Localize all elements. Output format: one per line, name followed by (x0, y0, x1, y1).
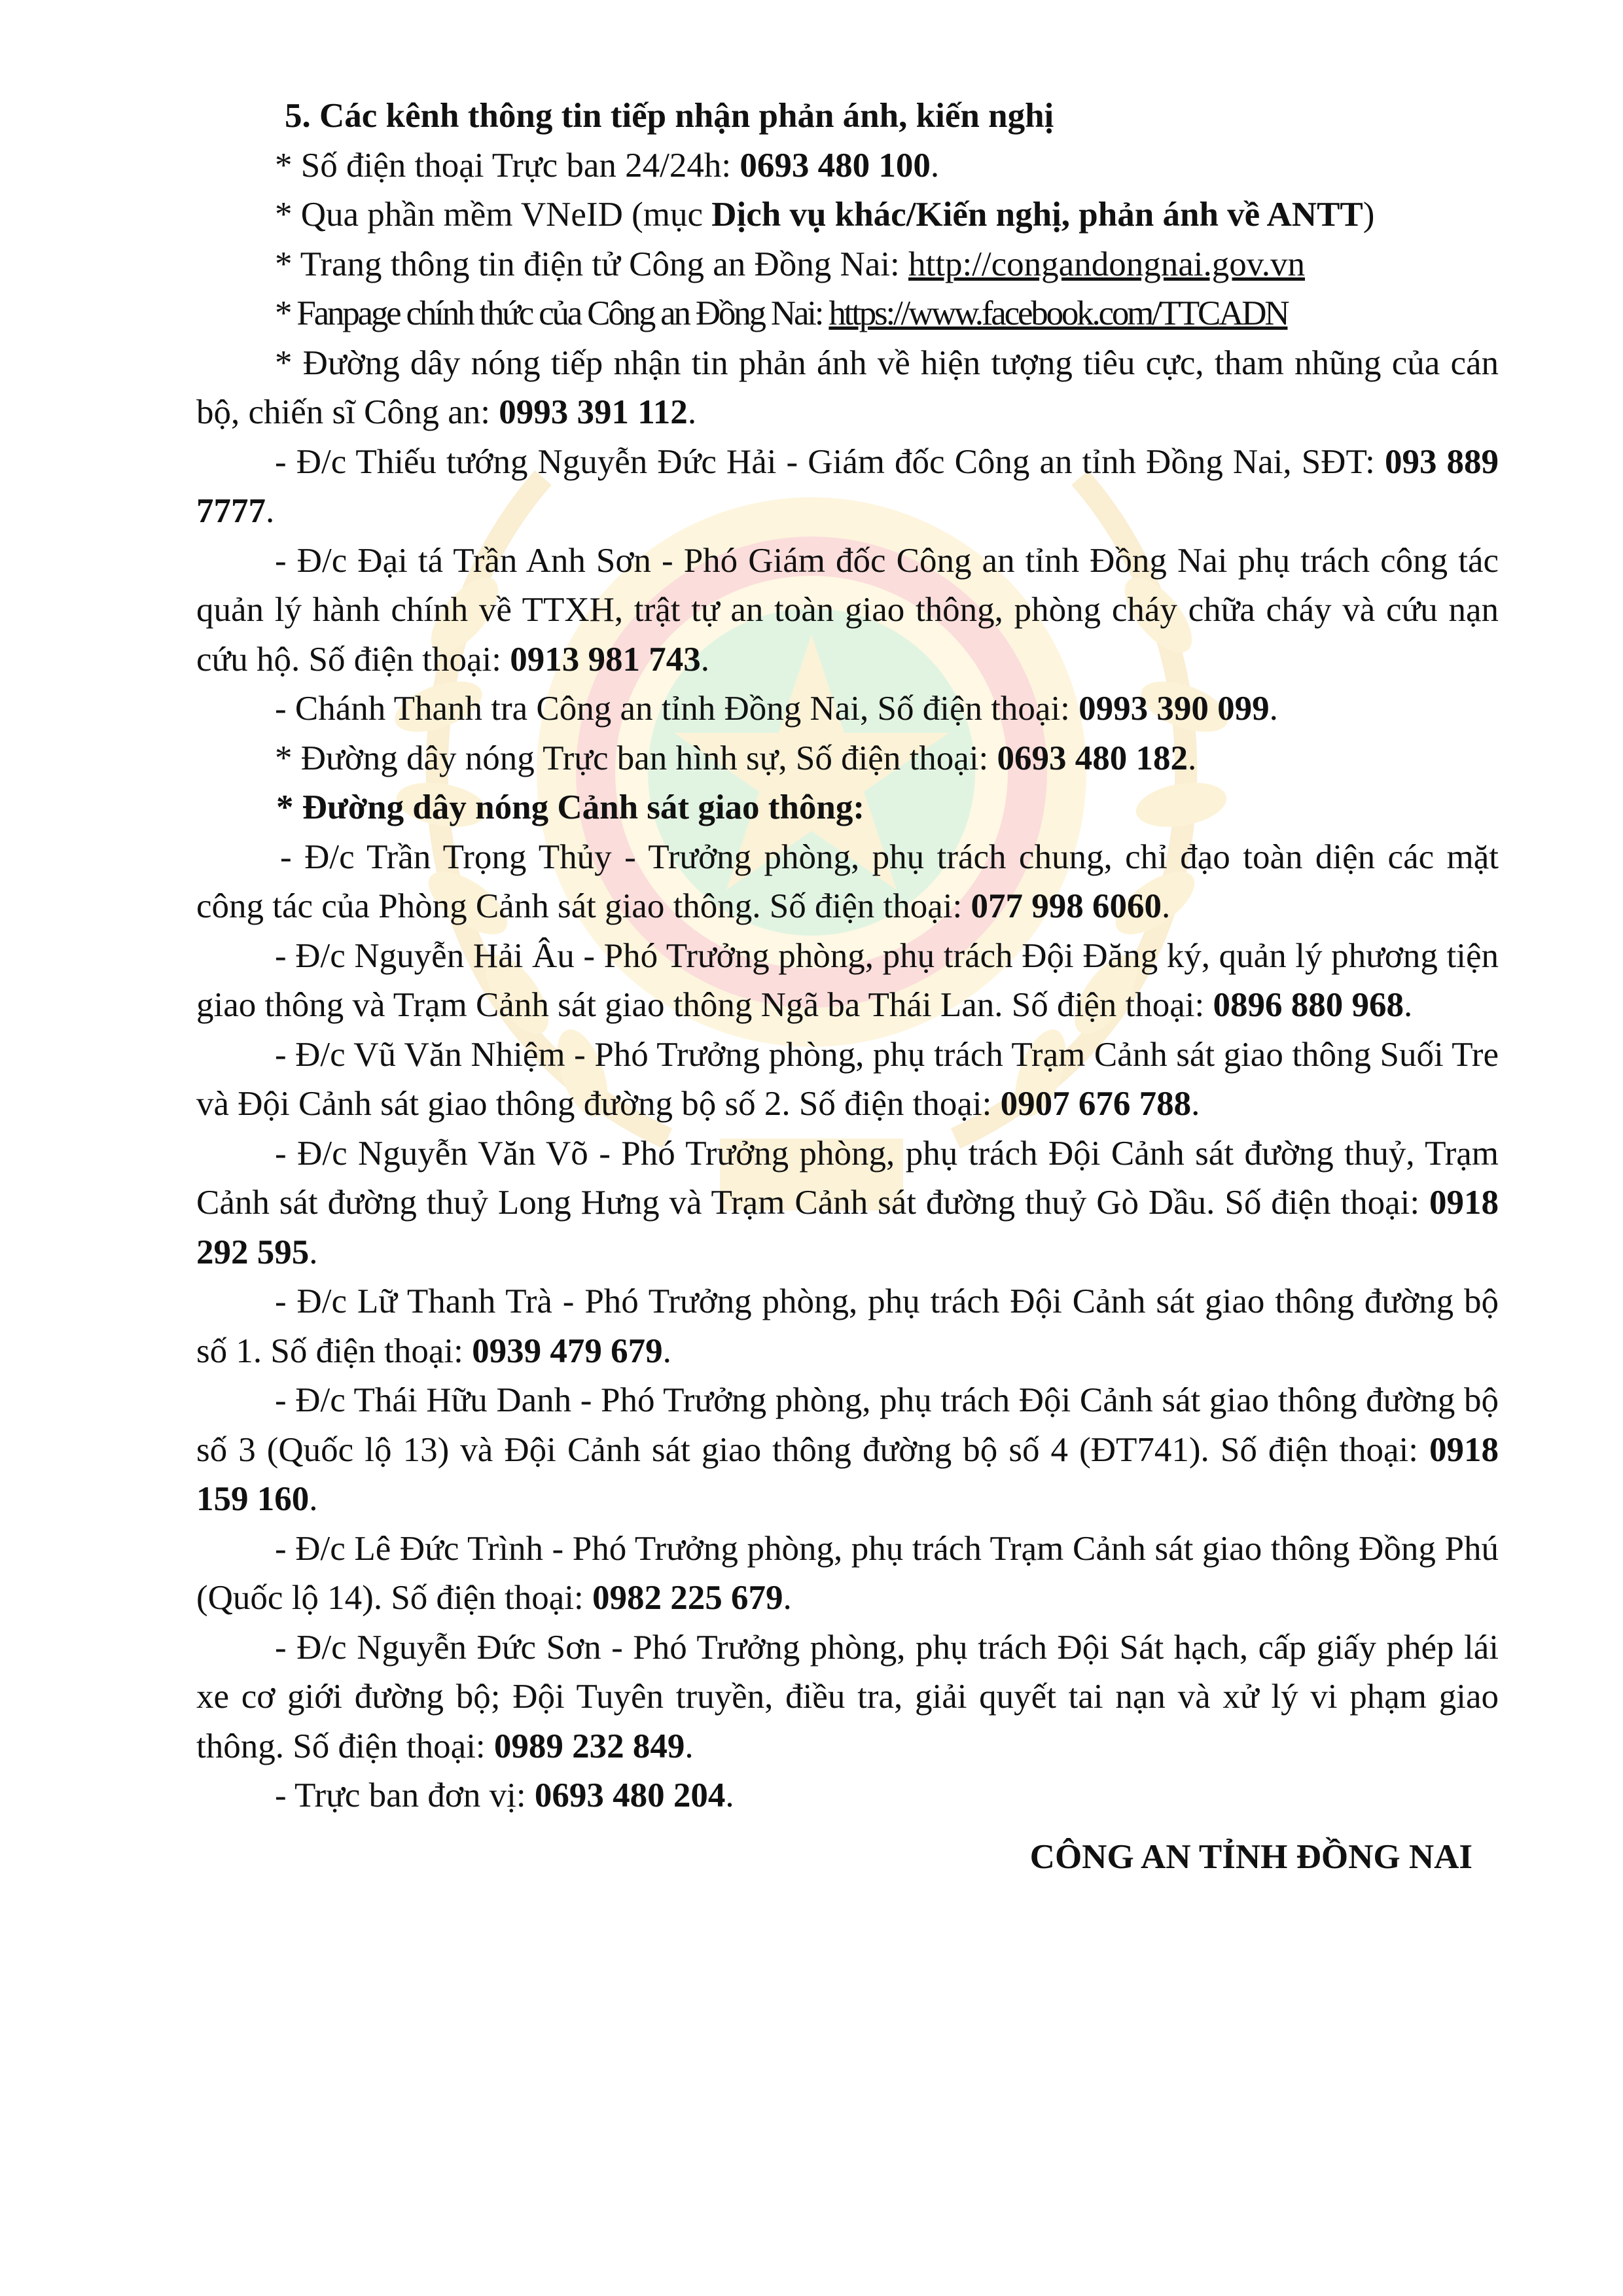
phone-number: 0693 480 182 (997, 739, 1188, 777)
unit-duty-line: - Trực ban đơn vị: 0693 480 204. (275, 1776, 734, 1814)
phone-number: 0918 292 595 (196, 1184, 1499, 1271)
website-link[interactable]: http://congandongnai.gov.vn (908, 245, 1305, 283)
officer-item: - Đ/c Nguyễn Đức Sơn - Phó Trưởng phòng, phụ trách Đội Sát hạch, cấp giấy phép lái xe cơ giới đường bộ; Đội Tuyên truyền, điều tra, giải quyết tai nạn và xử lý vi phạm giao thông. Số điện thoại: 0989 232 849. (196, 1628, 1499, 1765)
phone-number: 0896 880 968 (1213, 986, 1404, 1024)
phone-number: 0913 981 743 (510, 640, 701, 679)
phone-number: 0939 479 679 (472, 1332, 663, 1370)
phone-number: 0918 159 160 (196, 1430, 1499, 1518)
phone-number: 0982 225 679 (592, 1579, 783, 1617)
chief-inspector-line: - Chánh Thanh tra Công an tỉnh Đồng Nai, Số điện thoại: 0993 390 099. (275, 690, 1278, 728)
vneid-menu-path: Dịch vụ khác/Kiến nghị, phản ánh về ANTT (711, 196, 1363, 234)
phone-number: 0993 390 099 (1079, 690, 1270, 728)
phone-number: 0907 676 788 (1000, 1085, 1192, 1123)
officer-item: - Đ/c Trần Trọng Thủy - Trưởng phòng, phụ trách chung, chỉ đạo toàn diện các mặt công tác của Phòng Cảnh sát giao thông. Số điện thoại: 077 998 6060. (196, 838, 1499, 925)
deputy-director-line: - Đ/c Đại tá Trần Anh Sơn - Phó Giám đốc Công an tỉnh Đồng Nai phụ trách công tác quản lý hành chính về TTXH, trật tự an toàn giao thông, phòng cháy chữa cháy và cứu nạn cứu hộ. Số điện thoại: 0913 981 743. (196, 541, 1499, 679)
fanpage-link[interactable]: https://www.facebook.com/TTCADN (829, 294, 1288, 332)
director-line: - Đ/c Thiếu tướng Nguyễn Đức Hải - Giám đốc Công an tỉnh Đồng Nai, SĐT: 093 889 7777. (196, 442, 1499, 530)
phone-number: 077 998 6060 (971, 887, 1162, 925)
website-line: * Trang thông tin điện tử Công an Đồng Nai: http://congandongnai.gov.vn (275, 245, 1305, 283)
corruption-hotline-line: * Đường dây nóng tiếp nhận tin phản ánh về hiện tượng tiêu cực, tham nhũng của cán bộ, chiến sĩ Công an: 0993 391 112. (196, 344, 1499, 431)
phone-number: 0693 480 204 (534, 1776, 726, 1814)
signature-block: CÔNG AN TỈNH ĐỒNG NAI (1029, 1837, 1472, 1876)
fanpage-line: * Fanpage chính thức của Công an Đồng Nai: https://www.facebook.com/TTCADN (275, 294, 1288, 332)
phone-number: 0989 232 849 (493, 1727, 685, 1765)
officer-item: - Đ/c Lữ Thanh Trà - Phó Trưởng phòng, phụ trách Đội Cảnh sát giao thông đường bộ số 1. Số điện thoại: 0939 479 679. (196, 1282, 1499, 1370)
hotline-24h-line: * Số điện thoại Trực ban 24/24h: 0693 480 100. (275, 146, 940, 185)
officer-item: - Đ/c Nguyễn Hải Âu - Phó Trưởng phòng, phụ trách Đội Đăng ký, quản lý phương tiện giao thông và Trạm Cảnh sát giao thông Ngã ba Thái Lan. Số điện thoại: 0896 880 968. (196, 936, 1499, 1024)
phone-number: 0693 480 100 (740, 146, 931, 185)
section-heading: 5. Các kênh thông tin tiếp nhận phản ánh, kiến nghị (285, 97, 1054, 135)
criminal-hotline-line: * Đường dây nóng Trực ban hình sự, Số điện thoại: 0693 480 182. (275, 739, 1197, 777)
officer-item: - Đ/c Nguyễn Văn Võ - Phó Trưởng phòng, phụ trách Đội Cảnh sát đường thuỷ, Trạm Cảnh sát đường thuỷ Long Hưng và Trạm Cảnh sát đường thuỷ Gò Dầu. Số điện thoại: 0918 292 595. (196, 1134, 1499, 1271)
officer-item: - Đ/c Vũ Văn Nhiệm - Phó Trưởng phòng, phụ trách Trạm Cảnh sát giao thông Suối Tre và Đội Cảnh sát giao thông đường bộ số 2. Số điện thoại: 0907 676 788. (196, 1035, 1499, 1123)
officer-item: - Đ/c Thái Hữu Danh - Phó Trưởng phòng, phụ trách Đội Cảnh sát giao thông đường bộ số 3 (Quốc lộ 13) và Đội Cảnh sát giao thông đường bộ số 4 (ĐT741). Số điện thoại: 0918 159 160. (196, 1381, 1499, 1518)
traffic-police-heading: * Đường dây nóng Cảnh sát giao thông: (276, 788, 865, 826)
document-body (196, 92, 1499, 1882)
vneid-line: * Qua phần mềm VNeID (mục Dịch vụ khác/Kiến nghị, phản ánh về ANTT) (275, 196, 1375, 234)
phone-number: 0993 391 112 (499, 393, 688, 431)
phone-number: 093 889 7777 (196, 442, 1499, 530)
officer-item: - Đ/c Lê Đức Trình - Phó Trưởng phòng, phụ trách Trạm Cảnh sát giao thông Đồng Phú (Quốc lộ 14). Số điện thoại: 0982 225 679. (196, 1529, 1499, 1617)
